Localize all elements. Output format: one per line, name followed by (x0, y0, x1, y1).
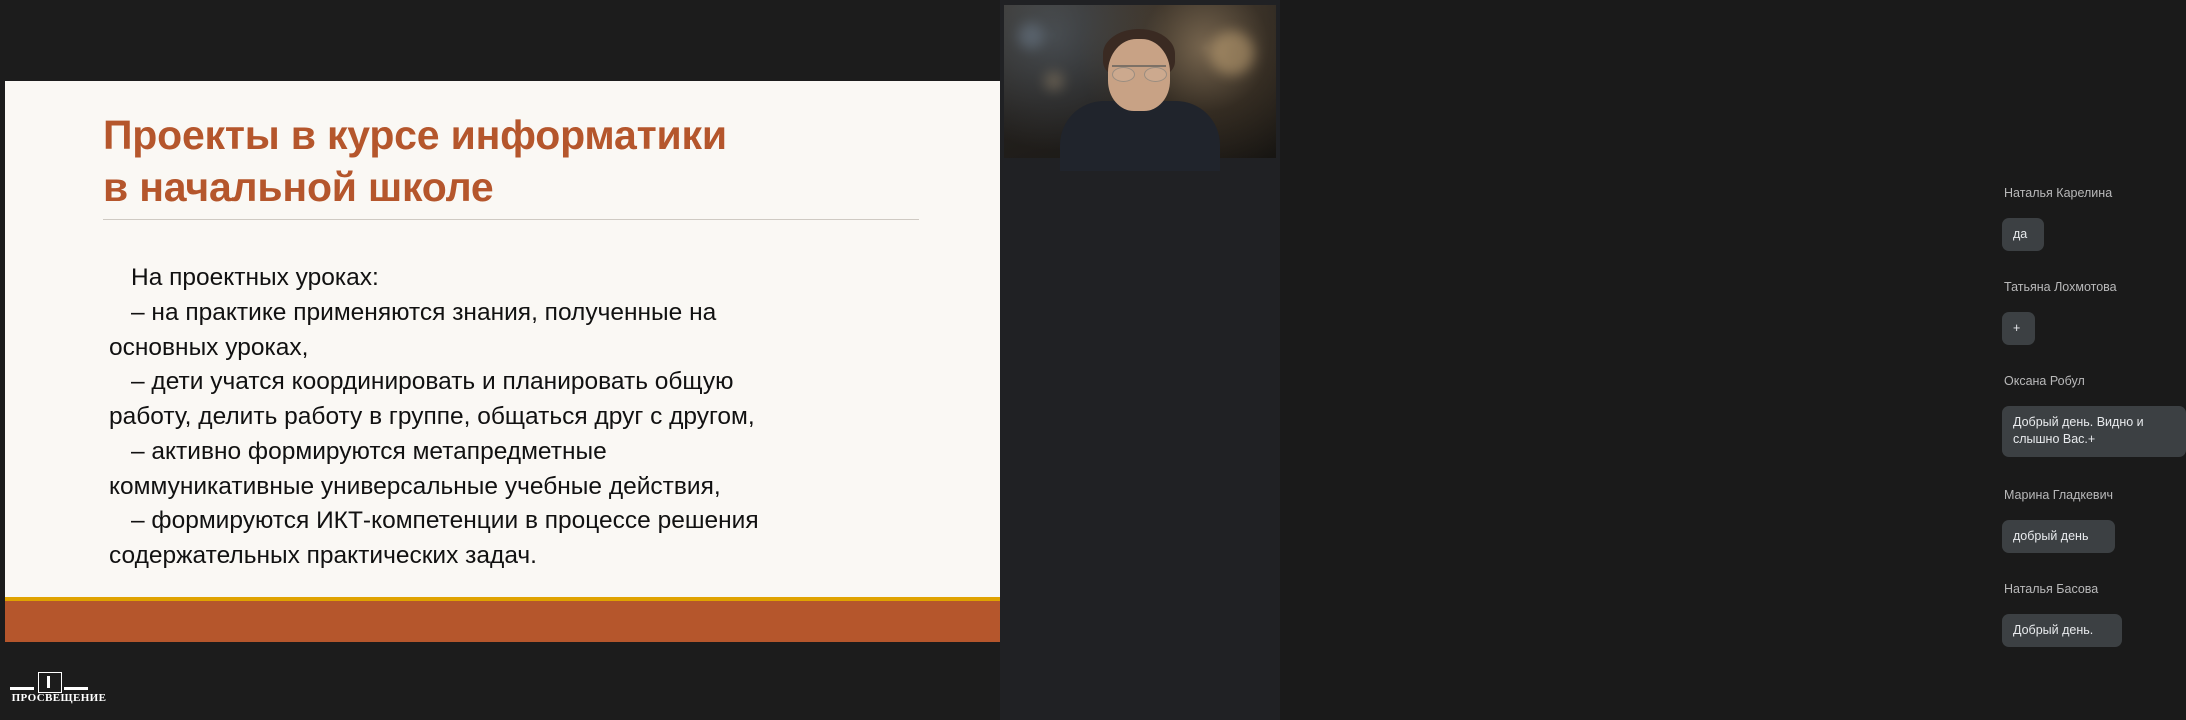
title-divider (103, 219, 919, 220)
logo-rule-left (10, 687, 34, 690)
slide-title-line-2: в начальной школе (103, 164, 494, 211)
video-tile[interactable] (1004, 5, 1276, 158)
video-bokeh-light (1044, 71, 1064, 91)
chat-author: Татьяна Лохмотова (2004, 280, 2117, 294)
logo-text: ПРОСВЕЩЕНИЕ (11, 692, 107, 704)
video-bokeh-light (1210, 31, 1254, 75)
slide-body-line: На проектных уроках: (131, 264, 379, 291)
glasses-lens-right (1144, 67, 1167, 82)
logo-rule-right (64, 687, 88, 690)
book-logo-icon (38, 672, 62, 693)
slide-body (109, 261, 909, 574)
slide-body-line: основных уроках, (109, 333, 309, 361)
video-bokeh-light (1018, 23, 1044, 49)
chat-message[interactable]: да (2002, 218, 2044, 251)
slide-title (103, 109, 933, 213)
slide-body-line: работу, делить работу в группе, общаться друг с другом, (109, 403, 755, 431)
chat-message[interactable]: + (2002, 312, 2035, 345)
chat-message[interactable]: Добрый день. (2002, 614, 2122, 647)
side-panel (1000, 0, 2144, 720)
chat-message[interactable]: добрый день (2002, 520, 2115, 553)
slide-body-line: – на практике применяются знания, полученные на (131, 298, 717, 326)
chat-author: Наталья Басова (2004, 582, 2099, 596)
video-person-glasses (1112, 65, 1166, 80)
chat-message[interactable]: Добрый день. Видно и слышно Вас.+ (2002, 406, 2186, 457)
slide-title-line-1: Проекты в курсе информатики (103, 112, 727, 158)
slide-body-line: содержательных практических задач. (109, 542, 537, 570)
slide-body-line: коммуникативные универсальные учебные действия, (109, 472, 721, 500)
slide-body-line: – дети учатся координировать и планировать общую (131, 368, 734, 396)
slide-body-line: – активно формируются метапредметные (131, 437, 607, 465)
chat-author: Наталья Карелина (2004, 186, 2113, 200)
publisher-logo (10, 672, 107, 708)
chat-author: Марина Гладкевич (2004, 488, 2114, 502)
presentation-stage[interactable] (0, 0, 1000, 720)
chat-author: Оксана Робул (2004, 374, 2085, 388)
slide (5, 81, 1000, 642)
video-person-body (1060, 101, 1220, 171)
slide-body-line: – формируются ИКТ-компетенции в процессе решения (131, 507, 759, 535)
glasses-lens-left (1112, 67, 1135, 82)
slide-footer-bar (5, 597, 1000, 642)
